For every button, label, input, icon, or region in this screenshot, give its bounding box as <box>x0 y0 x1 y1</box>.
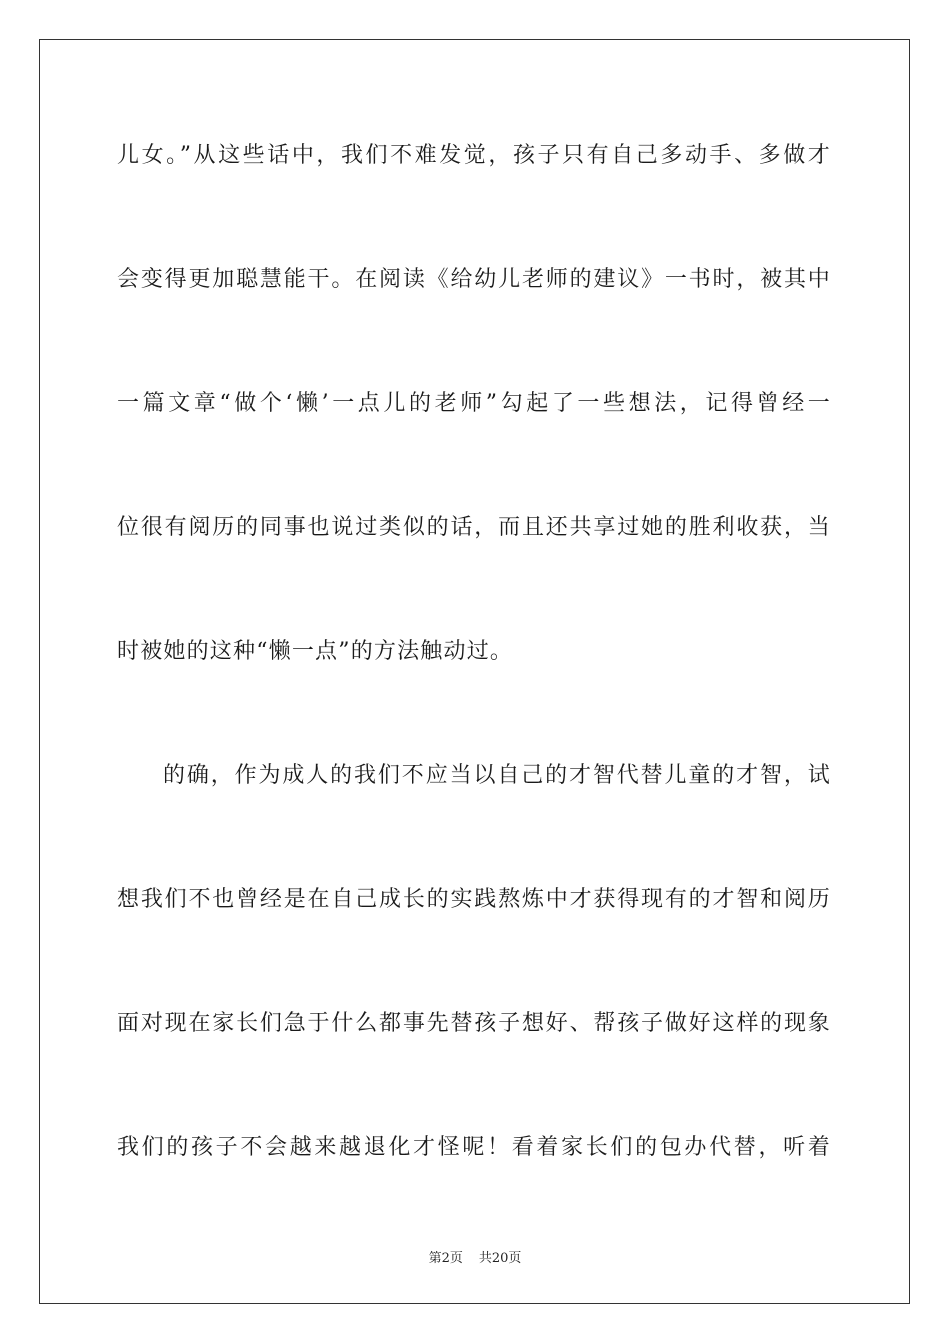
text-line-9: 我们的孩子不会越来越退化才怪呢！看着家长们的包办代替，听着 <box>117 1135 831 1160</box>
text-line-8: 面对现在家长们急于什么都事先替孩子想好、帮孩子做好这样的现象 <box>117 1011 831 1036</box>
total-pages: 共20页 <box>478 1251 522 1266</box>
text-line-4: 位很有阅历的同事也说过类似的话，而且还共享过她的胜利收获，当 <box>117 515 831 540</box>
text-line-6: 的确，作为成人的我们不应当以自己的才智代替儿童的才智，试 <box>163 763 831 788</box>
text-line-7: 想我们不也曾经是在自己成长的实践熬炼中才获得现有的才智和阅历 <box>117 887 831 912</box>
page-footer <box>0 1247 950 1266</box>
text-line-2: 会变得更加聪慧能干。在阅读《给幼儿老师的建议》一书时，被其中 <box>117 267 831 292</box>
text-line-1: 儿女。”从这些话中，我们不难发觉，孩子只有自己多动手、多做才 <box>117 143 831 168</box>
text-line-3: 一篇文章“做个‘懒’一点儿的老师”勾起了一些想法，记得曾经一 <box>117 391 831 416</box>
page-number: 第2页 <box>428 1251 463 1266</box>
text-line-5: 时被她的这种“懒一点”的方法触动过。 <box>117 639 514 664</box>
document-body <box>117 126 831 1242</box>
